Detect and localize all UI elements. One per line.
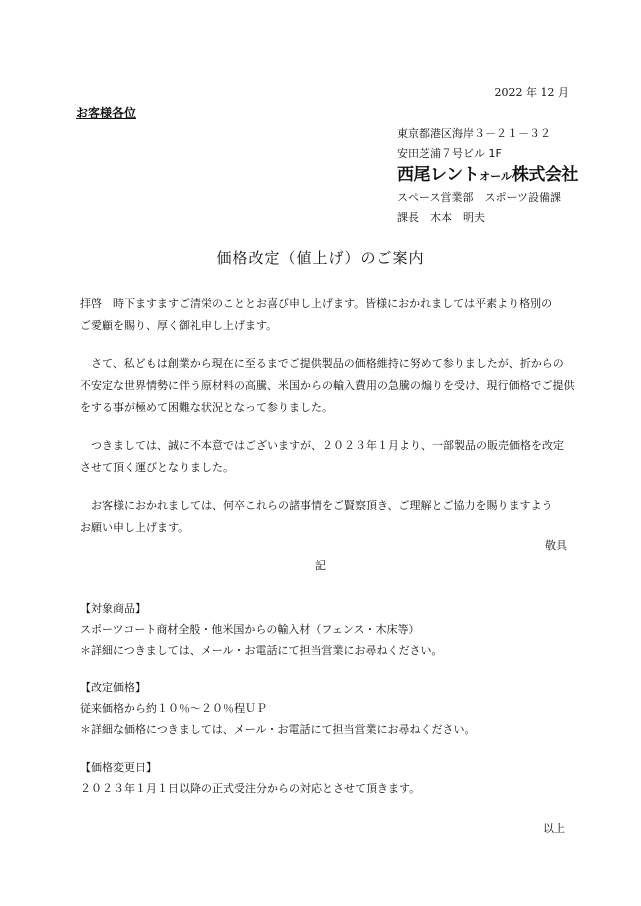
paragraph-line: 不安定な世界情勢に伴う原材料の高騰、米国からの輸入費用の急騰の煽りを受け、現行価格でご提供 [80, 379, 575, 392]
end-marker: 以上 [543, 822, 565, 835]
document-date: 2022 年 12 月 [494, 86, 569, 99]
section-heading: 【対象商品】 [80, 602, 146, 615]
paragraph-line: 拝啓 時下ますますご清栄のこととお喜び申し上げます。皆様におかれましては平素より格別の [80, 297, 553, 310]
document-title: 価格改定（値上げ）のご案内 [216, 249, 425, 267]
sender-department: スペース営業部 スポーツ設備課 [397, 191, 562, 204]
section-heading: 【価格変更日】 [80, 761, 157, 774]
paragraph-line: さて、私どもは創業から現在に至るまでご提供製品の価格維持に努めて参りましたが、折からの [80, 357, 564, 370]
company-name-main: 西尾レント [397, 165, 480, 185]
paragraph-line: お願い申し上げます。 [80, 521, 190, 534]
paragraph-line: つきましては、誠に不本意ではございますが、２０２３年１月より、一部製品の販売価格を改定 [80, 439, 564, 452]
section-heading: 【改定価格】 [80, 681, 146, 694]
section-line: スポーツコート商材全般・他米国からの輸入材（フェンス・木床等） [80, 623, 420, 636]
company-logo [397, 164, 578, 188]
closing-remark: 敬具 [545, 539, 567, 552]
paragraph-situation [80, 353, 580, 419]
ki-marker: 記 [315, 559, 326, 572]
paragraph-line: ご愛顧を賜り、厚く御礼申し上げます。 [80, 319, 278, 332]
paragraph-line: をする事が極めて困難な状況となって参りました。 [80, 401, 333, 414]
paragraph-line: お客様におかれましては、何卒これらの諸事情をご賢察頂き、ご理解とご協力を賜りますよう [80, 499, 553, 512]
company-name-small: オール [479, 170, 512, 183]
sender-address-line2: 安田芝浦７号ビル 1F [397, 147, 502, 160]
section-revised-price [80, 677, 476, 740]
section-note: ＊詳細につきましては、メール・お電話にて担当営業にお尋ねください。 [80, 644, 443, 657]
section-note: ＊詳細な価格につきましては、メール・お電話にて担当営業にお尋ねください。 [80, 723, 476, 736]
company-name-suffix: 株式会社 [511, 165, 578, 185]
section-line: 従来価格から約１０％～２０％程ＵＰ [80, 702, 267, 715]
paragraph-greeting [80, 293, 580, 337]
sender-block [397, 124, 578, 228]
addressee: お客様各位 [76, 106, 137, 120]
sender-person: 課長 木本 明夫 [397, 211, 485, 224]
section-line: ２０２３年１月１日以降の正式受注分からの対応とさせて頂きます。 [80, 782, 421, 795]
paragraph-request [80, 495, 580, 539]
paragraph-line: させて頂く運びとなりました。 [80, 461, 234, 474]
paragraph-announcement [80, 435, 580, 479]
section-change-date [80, 757, 420, 799]
section-target-products [80, 598, 443, 661]
sender-address-line1: 東京都港区海岸３－２１－３２ [397, 127, 551, 140]
